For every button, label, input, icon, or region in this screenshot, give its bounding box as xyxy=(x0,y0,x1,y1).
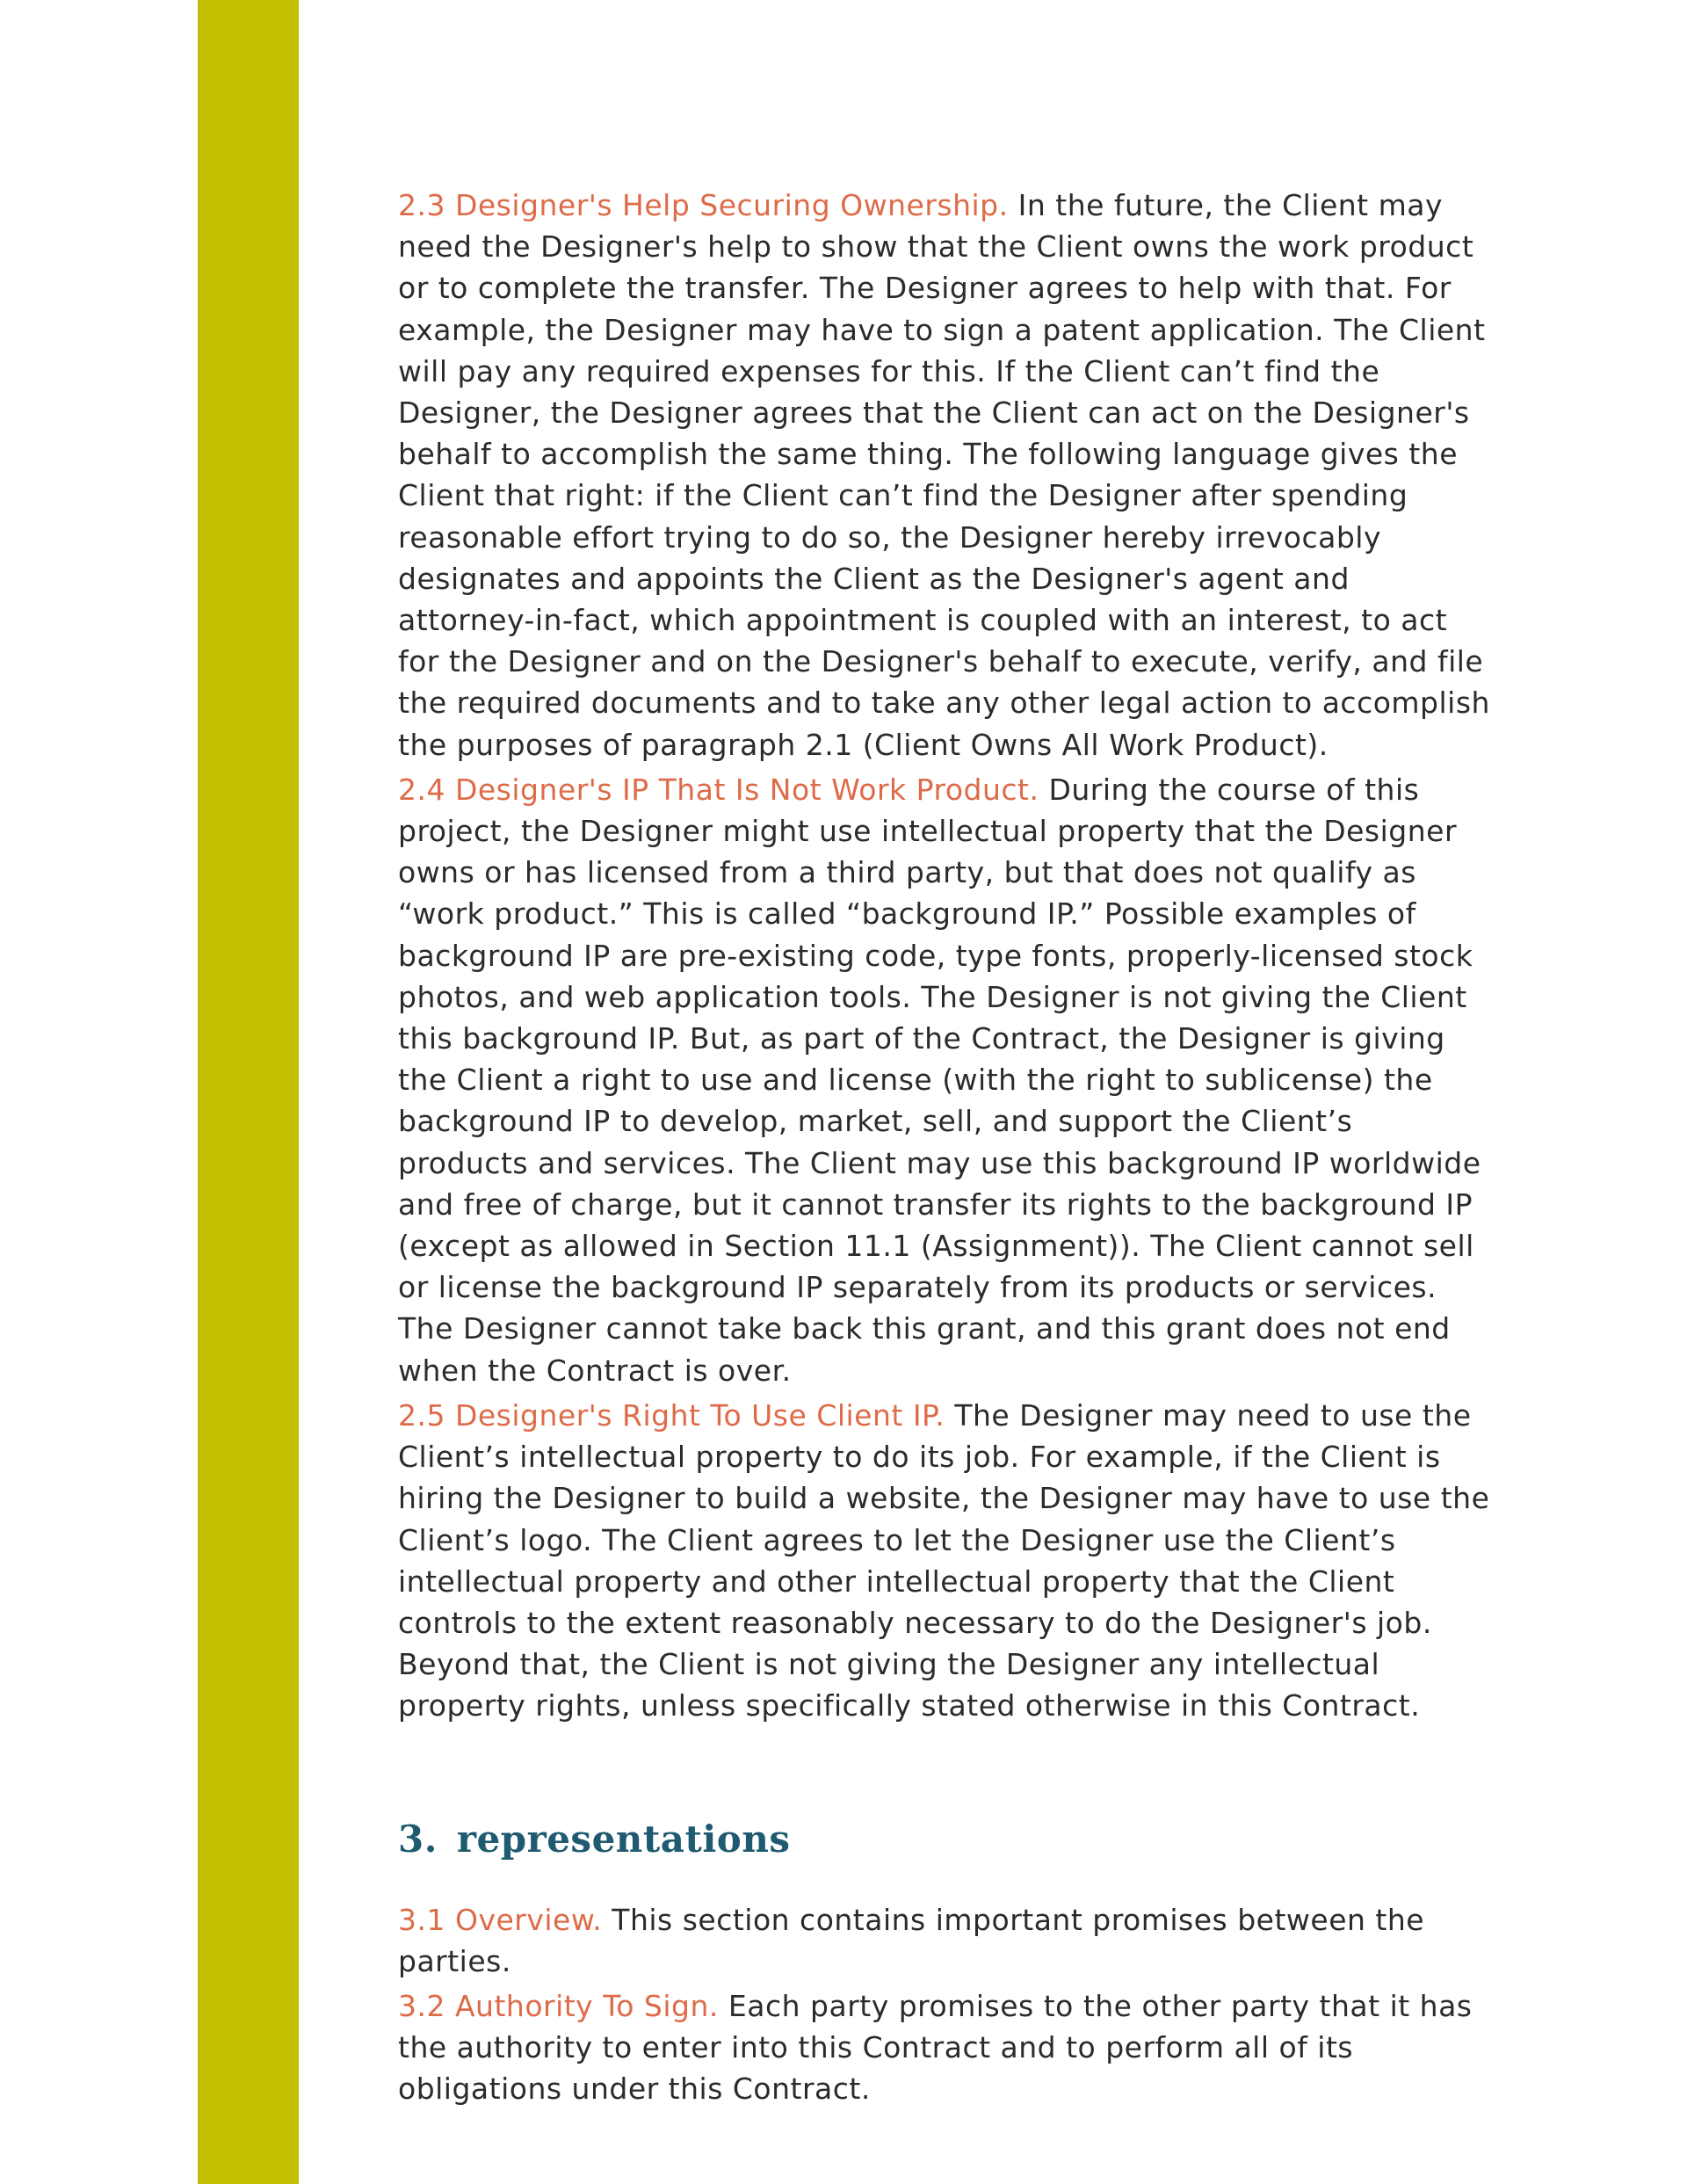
clause-text: During the course of this project, the Designer might use intellectual property that the Designer owns or has licensed from a third party, but that does not qualify as “work product.” This is called “background IP.” Possible examples of background IP are pre-existing code, type fonts, properly-licensed stock photos, and web application tools. The Designer is not giving the Client this background IP. But, as part of the Contract, the Designer is giving the Client a right to use and license (with the right to sublicense) the background IP to develop, market, sell, and support the Client’s products and services. The Client may use this background IP worldwide and free of charge, but it cannot transfer its rights to the background IP (except as allowed in Section 11.1 (Assignment)). The Client cannot sell or license the background IP separately from its products or services. The Designer cannot take back this grant, and this grant does not end when the Contract is over. xyxy=(398,772,1481,1388)
clause-text: This section contains important promises between the parties. xyxy=(398,1902,1425,1978)
section-title: representations xyxy=(456,1817,791,1861)
clause-text: Each party promises to the other party that it has the authority to enter into this Contract and to perform all of its obligations under this Contract. xyxy=(398,1988,1473,2107)
section-heading xyxy=(398,1815,1492,1864)
section-number: 3. xyxy=(398,1817,438,1861)
clause-title: 3.2 Authority To Sign. xyxy=(398,1988,719,2023)
clause-text: The Designer may need to use the Client’s intellectual property to do its job. For example, if the Client is hiring the Designer to build a website, the Designer may have to use the Client’s logo. The Client agrees to let the Designer use the Client’s intellectual property and other intellectual property that the Client controls to the extent reasonably necessary to do the Designer's job. Beyond that, the Client is not giving the Designer any intellectual property rights, unless specifically stated otherwise in this Contract. xyxy=(398,1397,1490,1723)
clause-3-1 xyxy=(398,1899,1492,1982)
clause-title: 2.3 Designer's Help Securing Ownership. xyxy=(398,188,1009,222)
clause-title: 2.5 Designer's Right To Use Client IP. xyxy=(398,1397,945,1433)
clause-2-5 xyxy=(398,1395,1492,1727)
clause-2-3 xyxy=(398,185,1492,765)
clause-2-4 xyxy=(398,769,1492,1391)
clause-text: In the future, the Client may need the Designer's help to show that the Client owns the work product or to complete the transfer. The Designer agrees to help with that. For example, the Designer may have to sign a patent application. The Client will pay any required expenses for this. If the Client can’t find the Designer, the Designer agrees that the Client can act on the Designer's behalf to accomplish the same thing. The following language gives the Client that right: if the Client can’t find the Designer after spending reasonable effort trying to do so, the Designer hereby irrevocably designates and appoints the Client as the Designer's agent and attorney-in-fact, which appointment is coupled with an interest, to act for the Designer and on the Designer's behalf to execute, verify, and file the required documents and to take any other legal action to accomplish the purposes of paragraph 2.1 (Client Owns All Work Product). xyxy=(398,188,1490,762)
clause-3-2 xyxy=(398,1985,1492,2110)
document-body xyxy=(398,185,1492,2114)
decorative-sidebar xyxy=(198,0,299,2184)
clause-title: 3.1 Overview. xyxy=(398,1902,603,1937)
clause-title: 2.4 Designer's IP That Is Not Work Product. xyxy=(398,772,1039,807)
